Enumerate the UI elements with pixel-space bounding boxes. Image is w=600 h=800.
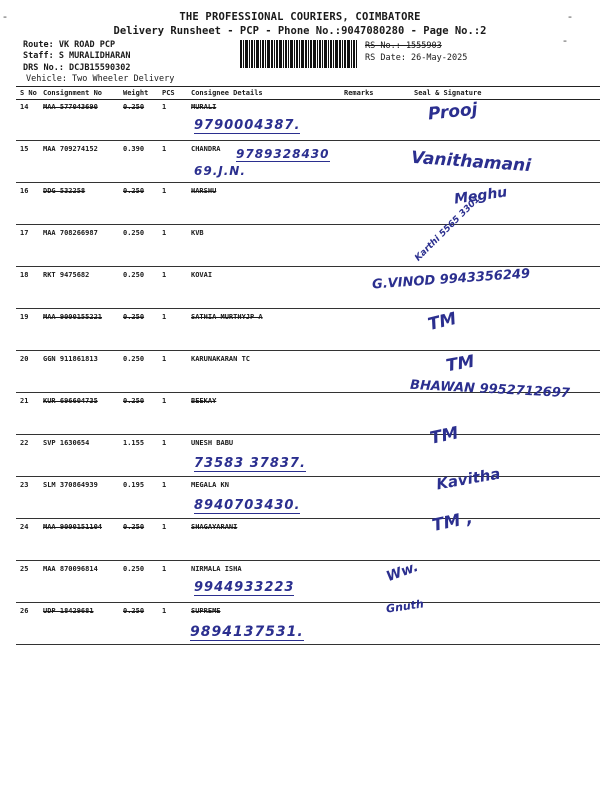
document-subtitle: Delivery Runsheet - PCP - Phone No.:9047080280 - Page No.:2 bbox=[113, 25, 487, 37]
table-row bbox=[16, 308, 600, 351]
cell-sno: 24 bbox=[20, 523, 29, 531]
cell-consignment-no: MAA 9000151104 bbox=[43, 523, 103, 531]
document-title: THE PROFESSIONAL COURIERS, COIMBATORE bbox=[179, 11, 421, 23]
signature: Karthi 5565 3301 bbox=[413, 194, 483, 264]
cell-consignee: KVB bbox=[191, 229, 204, 237]
cell-weight: 0.250 bbox=[123, 565, 145, 573]
cell-pcs: 1 bbox=[162, 397, 167, 405]
signature: TM bbox=[428, 423, 461, 449]
table-row bbox=[16, 266, 600, 309]
cell-weight: 0.250 bbox=[123, 187, 145, 195]
cell-consignment-no: MAA 708266987 bbox=[43, 229, 98, 237]
cell-consignee: SUPREME bbox=[191, 607, 221, 615]
drs-number: DRS No.: DCJB15590302 bbox=[23, 63, 131, 73]
table-row bbox=[16, 423, 600, 477]
cell-sno: 18 bbox=[20, 271, 29, 279]
table-row bbox=[16, 464, 600, 519]
table-row bbox=[16, 507, 600, 561]
handwritten-note: 9790004387. bbox=[194, 118, 301, 133]
table-row bbox=[16, 377, 600, 435]
cell-sno: 15 bbox=[20, 145, 29, 153]
cell-consignment-no: MAA 709274152 bbox=[43, 145, 98, 153]
corner-mark-left: - bbox=[3, 10, 7, 23]
cell-consignee: NIRMALA ISHA bbox=[191, 565, 242, 573]
cell-consignee: HARSHU bbox=[191, 187, 217, 195]
cell-consignment-no: MAA 870096814 bbox=[43, 565, 98, 573]
signature: Meghu bbox=[453, 184, 509, 208]
table-row bbox=[16, 560, 600, 603]
rs-date: RS Date: 26-May-2025 bbox=[365, 53, 468, 63]
col-seal-signature: Seal & Signature bbox=[414, 89, 482, 97]
cell-weight: 0.250 bbox=[123, 355, 145, 363]
cell-sno: 19 bbox=[20, 313, 29, 321]
cell-consignee: SHAGAYARANI bbox=[191, 523, 238, 531]
cell-consignment-no: RKT 9475682 bbox=[43, 271, 90, 279]
cell-weight: 0.250 bbox=[123, 229, 145, 237]
cell-consignment-no: MAA 577043690 bbox=[43, 103, 98, 111]
cell-pcs: 1 bbox=[162, 271, 167, 279]
col-sno: S No bbox=[20, 89, 37, 97]
signature: Ww. bbox=[384, 558, 421, 586]
cell-pcs: 1 bbox=[162, 145, 167, 153]
cell-weight: 0.195 bbox=[123, 481, 145, 489]
table-row bbox=[16, 98, 600, 141]
cell-consignee: KOVAI bbox=[191, 271, 213, 279]
signature: Vanithamani bbox=[410, 147, 532, 177]
cell-weight: 1.155 bbox=[123, 439, 145, 447]
signature: G.VINOD 9943356249 bbox=[371, 266, 531, 293]
cell-consignee: SATHIA MURTHYJP A bbox=[191, 313, 263, 321]
table-row bbox=[16, 597, 600, 645]
handwritten-note: 9944933223 bbox=[194, 580, 295, 595]
signature: TM bbox=[426, 308, 459, 336]
cell-consignee: UNESH BABU bbox=[191, 439, 234, 447]
cell-consignment-no: GGN 911861813 bbox=[43, 355, 98, 363]
cell-weight: 0.250 bbox=[123, 607, 145, 615]
cell-weight: 0.250 bbox=[123, 271, 145, 279]
signature: TM bbox=[444, 351, 477, 377]
barcode bbox=[240, 40, 357, 68]
signature: Gnuth bbox=[385, 597, 425, 616]
cell-weight: 0.250 bbox=[123, 523, 145, 531]
cell-pcs: 1 bbox=[162, 103, 167, 111]
cell-weight: 0.250 bbox=[123, 103, 145, 111]
cell-pcs: 1 bbox=[162, 481, 167, 489]
cell-consignee: MEGALA KN bbox=[191, 481, 229, 489]
handwritten-note: 9894137531. bbox=[190, 624, 304, 640]
table-row bbox=[16, 182, 600, 225]
handwritten-note: 8940703430. bbox=[194, 498, 301, 513]
vehicle-text: Vehicle: Two Wheeler Delivery bbox=[26, 74, 175, 84]
col-pcs: PCS bbox=[162, 89, 175, 97]
rs-number: RS No.: 1555903 bbox=[365, 41, 442, 51]
cell-sno: 17 bbox=[20, 229, 29, 237]
cell-consignee: BEEKAY bbox=[191, 397, 217, 405]
cell-pcs: 1 bbox=[162, 187, 167, 195]
cell-consignment-no: DDG 532258 bbox=[43, 187, 86, 195]
handwritten-note: 73583 37837. bbox=[194, 456, 306, 471]
cell-sno: 22 bbox=[20, 439, 29, 447]
cell-consignment-no: SLM 370864939 bbox=[43, 481, 98, 489]
cell-pcs: 1 bbox=[162, 229, 167, 237]
cell-consignment-no: KUR 696604735 bbox=[43, 397, 98, 405]
cell-weight: 0.390 bbox=[123, 145, 145, 153]
cell-sno: 14 bbox=[20, 103, 29, 111]
cell-weight: 0.250 bbox=[123, 313, 145, 321]
cell-pcs: 1 bbox=[162, 607, 167, 615]
col-consignment-no: Consignment No bbox=[43, 89, 103, 97]
cell-sno: 25 bbox=[20, 565, 29, 573]
cell-consignment-no: MAA 9000155221 bbox=[43, 313, 103, 321]
cell-pcs: 1 bbox=[162, 439, 167, 447]
signature: TM , bbox=[430, 507, 475, 537]
cell-sno: 23 bbox=[20, 481, 29, 489]
route-text: Route: VK ROAD PCP bbox=[23, 40, 116, 50]
cell-pcs: 1 bbox=[162, 565, 167, 573]
handwritten-note: 9789328430 bbox=[236, 147, 330, 161]
col-weight: Weight bbox=[123, 89, 149, 97]
cell-consignee: CHANDRA bbox=[191, 145, 221, 153]
table-row bbox=[16, 140, 600, 183]
col-remarks: Remarks bbox=[344, 89, 374, 97]
cell-sno: 16 bbox=[20, 187, 29, 195]
cell-consignee: MURALI bbox=[191, 103, 217, 111]
cell-weight: 0.250 bbox=[123, 397, 145, 405]
cell-sno: 20 bbox=[20, 355, 29, 363]
cell-consignment-no: SVP 1630654 bbox=[43, 439, 90, 447]
signature: Prooj bbox=[427, 99, 479, 125]
signature: Kavitha bbox=[434, 464, 502, 494]
handwritten-note-2: 69.J.N. bbox=[194, 164, 246, 178]
cell-pcs: 1 bbox=[162, 313, 167, 321]
corner-mark-right: - bbox=[568, 10, 572, 23]
cell-sno: 26 bbox=[20, 607, 29, 615]
col-consignee-details: Consignee Details bbox=[191, 89, 263, 97]
staff-text: Staff: S MURALIDHARAN bbox=[23, 51, 131, 61]
cell-consignment-no: UDP 18429681 bbox=[43, 607, 94, 615]
cell-pcs: 1 bbox=[162, 355, 167, 363]
cell-sno: 21 bbox=[20, 397, 29, 405]
cell-consignee: KARUNAKARAN TC bbox=[191, 355, 251, 363]
corner-mark-right-2: - bbox=[563, 34, 567, 47]
signature: BHAWAN 9952712697 bbox=[409, 377, 571, 402]
cell-pcs: 1 bbox=[162, 523, 167, 531]
